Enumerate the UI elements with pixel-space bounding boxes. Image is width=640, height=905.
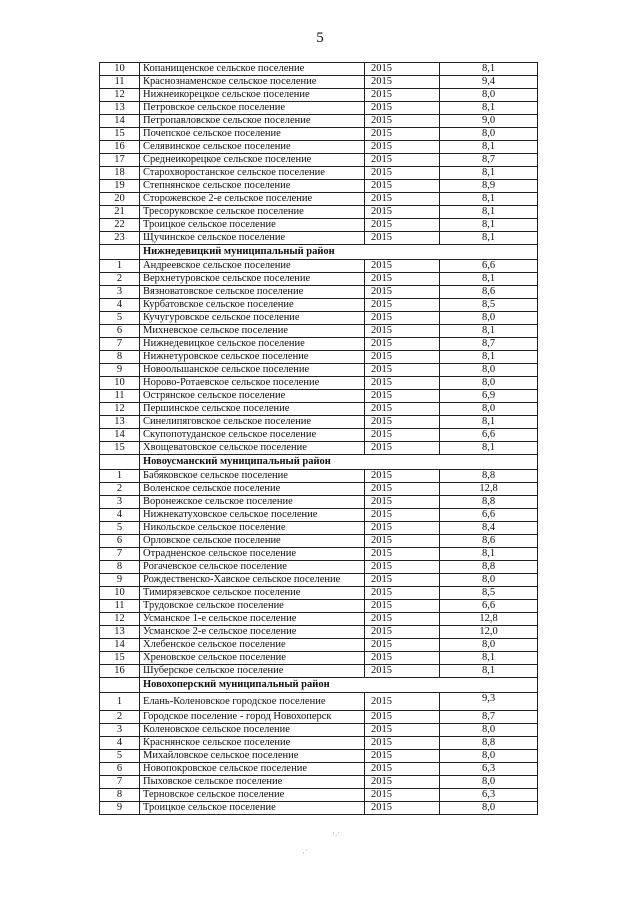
row-year: 2015 (365, 509, 440, 522)
row-number: 2 (100, 273, 140, 286)
settlement-name: Пыховское сельское поселение (140, 776, 365, 789)
table-row (100, 180, 538, 193)
row-value: 8,1 (440, 63, 538, 76)
settlement-name: Бабяковское сельское поселение (140, 470, 365, 483)
row-value: 8,0 (440, 724, 538, 737)
row-value: 9,3 (440, 693, 538, 711)
settlement-name: Степнянское сельское поселение (140, 180, 365, 193)
settlement-name: Усманское 2-е сельское поселение (140, 626, 365, 639)
table-row (100, 154, 538, 167)
row-value: 8,1 (440, 351, 538, 364)
row-value: 8,0 (440, 364, 538, 377)
settlement-name: Рогачевское сельское поселение (140, 561, 365, 574)
row-year: 2015 (365, 522, 440, 535)
table-row (100, 338, 538, 351)
settlement-name: Острянское сельское поселение (140, 390, 365, 403)
settlement-name: Скупопотуданское сельское поселение (140, 429, 365, 442)
row-number: 6 (100, 763, 140, 776)
row-year: 2015 (365, 377, 440, 390)
row-number: 5 (100, 522, 140, 535)
row-number: 8 (100, 351, 140, 364)
row-year: 2015 (365, 89, 440, 102)
table-row (100, 416, 538, 429)
row-number: 3 (100, 724, 140, 737)
row-value: 9,4 (440, 76, 538, 89)
row-value: 8,0 (440, 312, 538, 325)
table-row (100, 102, 538, 115)
row-number: 13 (100, 626, 140, 639)
table-row (100, 522, 538, 535)
settlement-name: Воленское сельское поселение (140, 483, 365, 496)
table-row (100, 652, 538, 665)
settlement-name: Андреевское сельское поселение (140, 260, 365, 273)
row-year: 2015 (365, 154, 440, 167)
row-value: 8,8 (440, 496, 538, 509)
table-row (100, 429, 538, 442)
row-value: 8,0 (440, 128, 538, 141)
row-value: 8,1 (440, 206, 538, 219)
row-year: 2015 (365, 600, 440, 613)
settlement-name: Щучинское сельское поселение (140, 232, 365, 245)
table-row (100, 286, 538, 299)
settlement-name: Рождественско-Хавское сельское поселение (140, 574, 365, 587)
row-year: 2015 (365, 693, 440, 711)
row-year: 2015 (365, 312, 440, 325)
district-name: Нижнедевицкий муниципальный район (140, 245, 538, 260)
row-year: 2015 (365, 128, 440, 141)
row-number: 8 (100, 561, 140, 574)
table-row (100, 89, 538, 102)
row-value: 8,8 (440, 470, 538, 483)
row-value: 6,6 (440, 600, 538, 613)
table-row (100, 600, 538, 613)
row-value: 8,5 (440, 299, 538, 312)
row-number: 7 (100, 776, 140, 789)
settlement-name: Коленовское сельское поселение (140, 724, 365, 737)
table-row (100, 535, 538, 548)
table-row (100, 626, 538, 639)
district-name: Новоусманский муниципальный район (140, 455, 538, 470)
row-number: 12 (100, 613, 140, 626)
settlement-name: Першинское сельское поселение (140, 403, 365, 416)
settlement-name: Усманское 1-е сельское поселение (140, 613, 365, 626)
settlement-name: Новопокровское сельское поселение (140, 763, 365, 776)
table-row (100, 574, 538, 587)
table-row (100, 377, 538, 390)
row-year: 2015 (365, 167, 440, 180)
table-row (100, 587, 538, 600)
row-year: 2015 (365, 442, 440, 455)
row-year: 2015 (365, 613, 440, 626)
table-row (100, 639, 538, 652)
row-number: 15 (100, 128, 140, 141)
row-year: 2015 (365, 548, 440, 561)
row-value: 12,8 (440, 483, 538, 496)
row-year: 2015 (365, 102, 440, 115)
district-header-empty-cell (100, 455, 140, 470)
table-row (100, 260, 538, 273)
settlement-name: Петровское сельское поселение (140, 102, 365, 115)
settlement-name: Михайловское сельское поселение (140, 750, 365, 763)
table-row (100, 561, 538, 574)
settlement-name: Тимирязевское сельское поселение (140, 587, 365, 600)
row-value: 8,1 (440, 273, 538, 286)
settlement-name: Отрадненское сельское поселение (140, 548, 365, 561)
settlement-name: Почепское сельское поселение (140, 128, 365, 141)
table-row (100, 325, 538, 338)
table-row (100, 351, 538, 364)
settlement-name: Воронежское сельское поселение (140, 496, 365, 509)
table-row (100, 789, 538, 802)
table-row (100, 750, 538, 763)
row-number: 11 (100, 76, 140, 89)
row-number: 10 (100, 63, 140, 76)
row-year: 2015 (365, 470, 440, 483)
row-value: 6,6 (440, 509, 538, 522)
row-number: 3 (100, 496, 140, 509)
row-year: 2015 (365, 416, 440, 429)
row-value: 8,1 (440, 652, 538, 665)
table-row (100, 613, 538, 626)
row-value: 8,1 (440, 416, 538, 429)
row-year: 2015 (365, 535, 440, 548)
scan-artifact: ·.· (332, 828, 341, 838)
row-number: 10 (100, 587, 140, 600)
row-year: 2015 (365, 626, 440, 639)
row-year: 2015 (365, 219, 440, 232)
row-number: 13 (100, 416, 140, 429)
table-row (100, 128, 538, 141)
row-value: 12,0 (440, 626, 538, 639)
row-number: 15 (100, 442, 140, 455)
table-row (100, 206, 538, 219)
row-value: 8,1 (440, 665, 538, 678)
row-value: 8,6 (440, 286, 538, 299)
row-year: 2015 (365, 750, 440, 763)
row-number: 12 (100, 89, 140, 102)
row-number: 11 (100, 600, 140, 613)
row-value: 8,0 (440, 574, 538, 587)
settlement-name: Троицкое сельское поселение (140, 219, 365, 232)
settlement-name: Никольское сельское поселение (140, 522, 365, 535)
settlement-name: Хлебенское сельское поселение (140, 639, 365, 652)
table-row (100, 167, 538, 180)
settlement-name: Терновское сельское поселение (140, 789, 365, 802)
row-year: 2015 (365, 351, 440, 364)
row-number: 7 (100, 338, 140, 351)
district-header-row (100, 245, 538, 260)
row-value: 8,1 (440, 325, 538, 338)
row-number: 13 (100, 102, 140, 115)
row-value: 8,7 (440, 338, 538, 351)
row-year: 2015 (365, 574, 440, 587)
row-value: 6,6 (440, 429, 538, 442)
row-value: 8,8 (440, 737, 538, 750)
row-value: 8,0 (440, 750, 538, 763)
row-number: 3 (100, 286, 140, 299)
row-number: 14 (100, 115, 140, 128)
district-header-row (100, 678, 538, 693)
district-header-empty-cell (100, 245, 140, 260)
row-value: 8,0 (440, 377, 538, 390)
settlement-name: Синелипяговское сельское поселение (140, 416, 365, 429)
page-number: 5 (316, 30, 324, 46)
row-number: 4 (100, 737, 140, 750)
row-value: 8,0 (440, 802, 538, 815)
district-header-empty-cell (100, 678, 140, 693)
row-value: 8,0 (440, 403, 538, 416)
row-value: 8,1 (440, 219, 538, 232)
table-row (100, 724, 538, 737)
row-number: 4 (100, 299, 140, 312)
row-number: 9 (100, 802, 140, 815)
settlement-name: Городское поселение - город Новохоперск (140, 711, 365, 724)
row-year: 2015 (365, 338, 440, 351)
row-number: 19 (100, 180, 140, 193)
row-year: 2015 (365, 180, 440, 193)
settlement-name: Верхнетуровское сельское поселение (140, 273, 365, 286)
row-value: 8,7 (440, 711, 538, 724)
row-number: 1 (100, 260, 140, 273)
row-number: 14 (100, 429, 140, 442)
row-value: 8,7 (440, 154, 538, 167)
row-year: 2015 (365, 639, 440, 652)
table-row (100, 115, 538, 128)
table-row (100, 483, 538, 496)
settlement-name: Краснянское сельское поселение (140, 737, 365, 750)
row-value: 8,1 (440, 141, 538, 154)
settlement-name: Новоольшанское сельское поселение (140, 364, 365, 377)
row-year: 2015 (365, 325, 440, 338)
row-year: 2015 (365, 76, 440, 89)
row-number: 1 (100, 693, 140, 711)
row-number: 8 (100, 789, 140, 802)
row-number: 9 (100, 574, 140, 587)
row-year: 2015 (365, 260, 440, 273)
row-year: 2015 (365, 232, 440, 245)
settlement-name: Нижнеикорецкое сельское поселение (140, 89, 365, 102)
row-number: 9 (100, 364, 140, 377)
row-value: 8,6 (440, 535, 538, 548)
row-value: 8,5 (440, 587, 538, 600)
table-row (100, 442, 538, 455)
row-year: 2015 (365, 141, 440, 154)
settlement-name: Селявинское сельское поселение (140, 141, 365, 154)
row-year: 2015 (365, 206, 440, 219)
row-year: 2015 (365, 711, 440, 724)
row-number: 10 (100, 377, 140, 390)
settlement-name: Копанищенское сельское поселение (140, 63, 365, 76)
district-name: Новохоперский муниципальный район (140, 678, 538, 693)
table-row (100, 693, 538, 711)
row-value: 8,1 (440, 167, 538, 180)
row-number: 1 (100, 470, 140, 483)
settlement-name: Нижнекатуховское сельское поселение (140, 509, 365, 522)
row-year: 2015 (365, 364, 440, 377)
settlement-name: Петропавловское сельское поселение (140, 115, 365, 128)
row-value: 8,9 (440, 180, 538, 193)
row-number: 5 (100, 312, 140, 325)
row-number: 4 (100, 509, 140, 522)
district-header-row (100, 455, 538, 470)
row-number: 6 (100, 535, 140, 548)
row-year: 2015 (365, 763, 440, 776)
row-year: 2015 (365, 561, 440, 574)
row-value: 8,1 (440, 102, 538, 115)
settlement-name: Старохворостанское сельское поселение (140, 167, 365, 180)
table-row (100, 63, 538, 76)
settlement-name: Хвощеватовское сельское поселение (140, 442, 365, 455)
row-year: 2015 (365, 273, 440, 286)
row-year: 2015 (365, 587, 440, 600)
settlement-name: Орловское сельское поселение (140, 535, 365, 548)
row-year: 2015 (365, 776, 440, 789)
row-number: 11 (100, 390, 140, 403)
row-number: 2 (100, 483, 140, 496)
table-row (100, 802, 538, 815)
settlement-name: Курбатовское сельское поселение (140, 299, 365, 312)
settlement-name: Норово-Ротаевское сельское поселение (140, 377, 365, 390)
table-row (100, 496, 538, 509)
row-year: 2015 (365, 652, 440, 665)
settlement-name: Трудовское сельское поселение (140, 600, 365, 613)
row-number: 14 (100, 639, 140, 652)
table-row (100, 390, 538, 403)
row-year: 2015 (365, 737, 440, 750)
settlement-name: Шуберское сельское поселение (140, 665, 365, 678)
settlement-name: Сторожевское 2-е сельское поселение (140, 193, 365, 206)
row-year: 2015 (365, 403, 440, 416)
row-year: 2015 (365, 299, 440, 312)
settlement-name: Елань-Коленовское городское поселение (140, 693, 365, 711)
table-row (100, 509, 538, 522)
row-year: 2015 (365, 789, 440, 802)
row-value: 8,8 (440, 561, 538, 574)
row-year: 2015 (365, 115, 440, 128)
row-value: 6,3 (440, 789, 538, 802)
row-number: 6 (100, 325, 140, 338)
row-number: 16 (100, 141, 140, 154)
row-number: 23 (100, 232, 140, 245)
row-value: 6,3 (440, 763, 538, 776)
row-value: 6,6 (440, 260, 538, 273)
row-value: 8,1 (440, 232, 538, 245)
row-value: 8,0 (440, 776, 538, 789)
row-year: 2015 (365, 63, 440, 76)
row-number: 7 (100, 548, 140, 561)
table-row (100, 548, 538, 561)
table-row (100, 470, 538, 483)
settlement-name: Краснознаменское сельское поселение (140, 76, 365, 89)
row-year: 2015 (365, 802, 440, 815)
row-year: 2015 (365, 724, 440, 737)
settlement-name: Нижнетуровское сельское поселение (140, 351, 365, 364)
table-row (100, 76, 538, 89)
row-number: 18 (100, 167, 140, 180)
row-number: 15 (100, 652, 140, 665)
settlement-name: Кучугуровское сельское поселение (140, 312, 365, 325)
settlement-name: Михневское сельское поселение (140, 325, 365, 338)
row-year: 2015 (365, 496, 440, 509)
table-body (100, 63, 538, 815)
row-number: 22 (100, 219, 140, 232)
row-number: 2 (100, 711, 140, 724)
row-number: 12 (100, 403, 140, 416)
table-row (100, 737, 538, 750)
settlement-name: Троицкое сельское поселение (140, 802, 365, 815)
settlement-name: Хреновское сельское поселение (140, 652, 365, 665)
table-row (100, 219, 538, 232)
row-number: 21 (100, 206, 140, 219)
row-value: 8,1 (440, 442, 538, 455)
row-number: 5 (100, 750, 140, 763)
settlement-name: Вязноватовское сельское поселение (140, 286, 365, 299)
table-row (100, 776, 538, 789)
row-year: 2015 (365, 390, 440, 403)
row-value: 8,1 (440, 548, 538, 561)
table-row (100, 665, 538, 678)
row-number: 17 (100, 154, 140, 167)
row-number: 16 (100, 665, 140, 678)
row-value: 6,9 (440, 390, 538, 403)
row-year: 2015 (365, 193, 440, 206)
table-row (100, 273, 538, 286)
table-row (100, 711, 538, 724)
table-row (100, 299, 538, 312)
row-number: 20 (100, 193, 140, 206)
row-value: 8,0 (440, 89, 538, 102)
row-year: 2015 (365, 286, 440, 299)
row-value: 8,1 (440, 193, 538, 206)
row-year: 2015 (365, 483, 440, 496)
data-table (99, 62, 538, 815)
row-value: 8,4 (440, 522, 538, 535)
row-year: 2015 (365, 429, 440, 442)
scan-artifact: ·˙ (302, 848, 308, 858)
table-row (100, 193, 538, 206)
table-row (100, 364, 538, 377)
row-value: 8,0 (440, 639, 538, 652)
settlement-name: Среднеикорецкое сельское поселение (140, 154, 365, 167)
settlement-name: Нижнедевицкое сельское поселение (140, 338, 365, 351)
table-row (100, 763, 538, 776)
row-year: 2015 (365, 665, 440, 678)
table-row (100, 312, 538, 325)
row-value: 12,8 (440, 613, 538, 626)
settlement-name: Тресоруковское сельское поселение (140, 206, 365, 219)
table-row (100, 141, 538, 154)
table-row (100, 403, 538, 416)
table-row (100, 232, 538, 245)
row-value: 9,0 (440, 115, 538, 128)
